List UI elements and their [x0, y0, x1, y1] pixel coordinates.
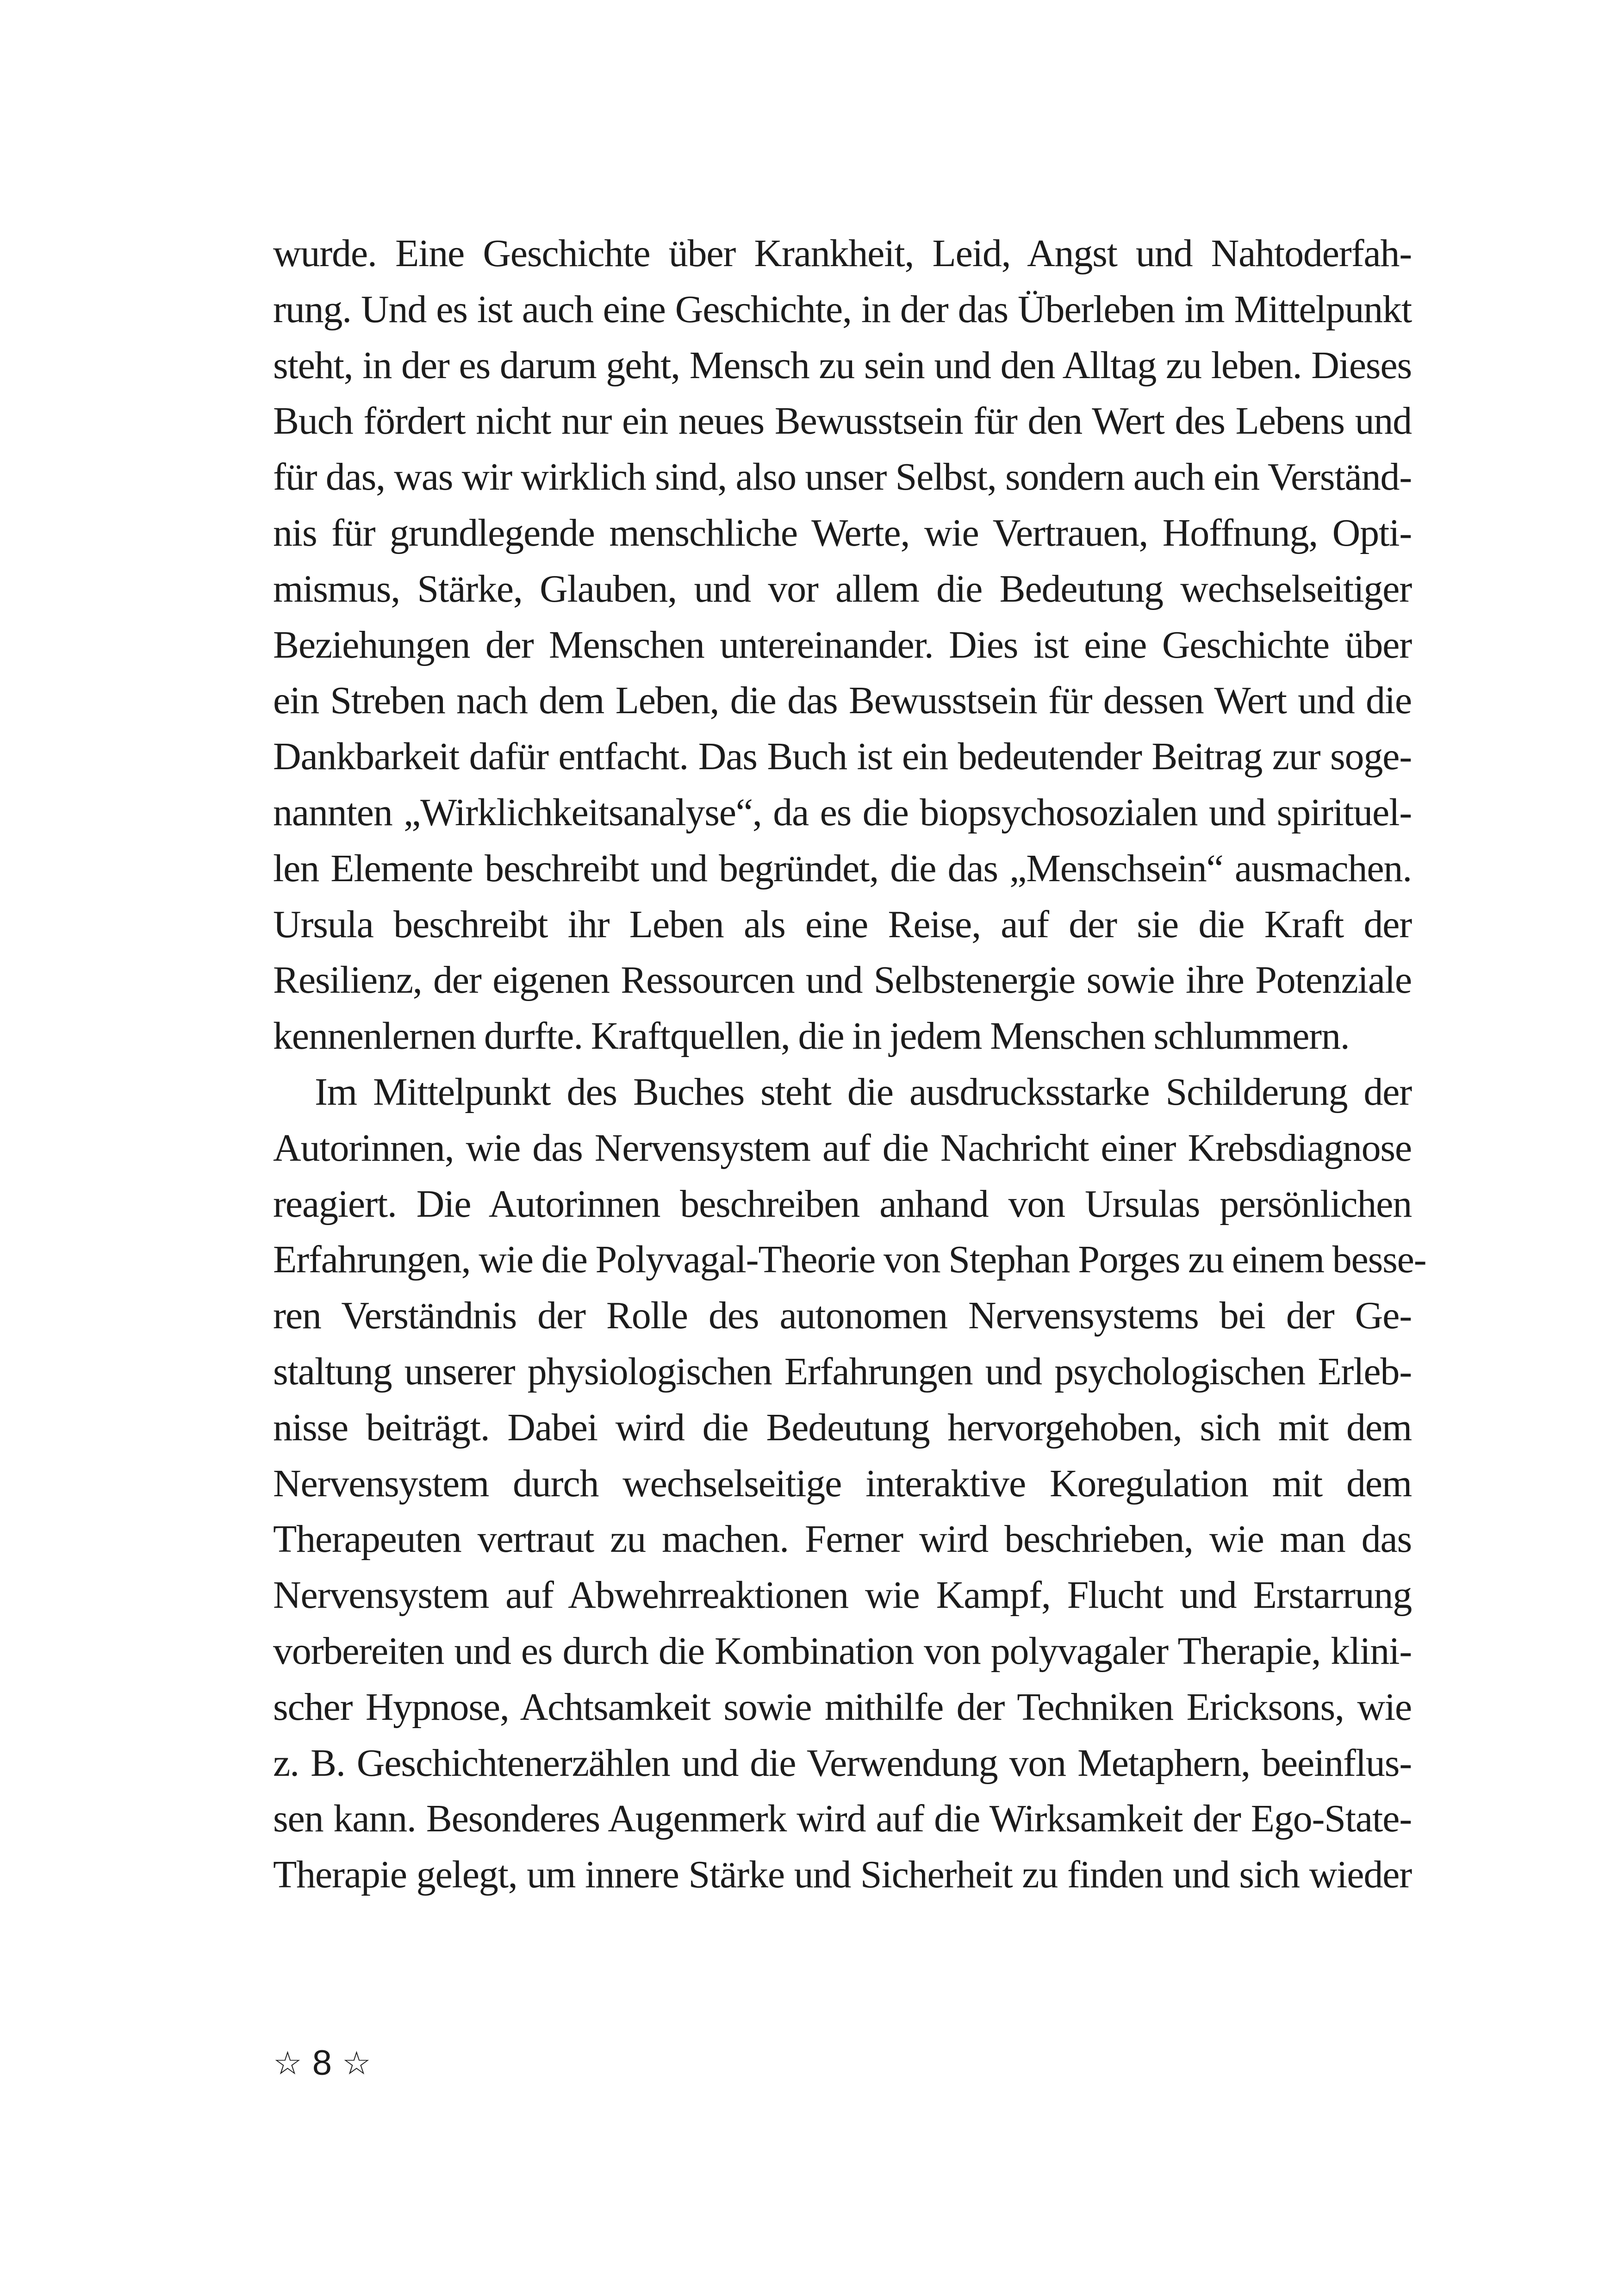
- text-line: Beziehungen der Menschen untereinander. Dies ist eine Geschichte über: [273, 623, 1412, 666]
- text-line: steht, in der es darum geht, Mensch zu sein und den Alltag zu leben. Dieses: [273, 343, 1412, 387]
- text-line: Buch fördert nicht nur ein neues Bewusstsein für den Wert des Lebens und: [273, 399, 1412, 443]
- text-line: Nervensystem auf Abwehrreaktionen wie Kampf, Flucht und Erstarrung: [273, 1574, 1412, 1617]
- text-line: nannten „Wirklichkeitsanalyse“, da es die biopsychosozialen und spirituel-: [273, 790, 1412, 834]
- text-line: vorbereiten und es durch die Kombination von polyvagaler Therapie, klini-: [273, 1629, 1412, 1673]
- text-line: Dankbarkeit dafür entfacht. Das Buch ist ein bedeutender Beitrag zur soge-: [273, 735, 1412, 778]
- text-line: scher Hypnose, Achtsamkeit sowie mithilfe der Techniken Ericksons, wie: [273, 1685, 1412, 1729]
- text-line: für das, was wir wirklich sind, also unser Selbst, sondern auch ein Verständ-: [273, 455, 1412, 499]
- text-line: len Elemente beschreibt und begründet, die das „Menschsein“ ausmachen.: [273, 846, 1412, 890]
- text-line: rung. Und es ist auch eine Geschichte, in der das Überleben im Mittelpunkt: [273, 287, 1412, 331]
- text-line: Erfahrungen, wie die Polyvagal-Theorie von Stephan Porges zu einem besse-: [273, 1238, 1426, 1282]
- star-outline-icon: ☆: [342, 2044, 371, 2082]
- text-line: kennenlernen durfte. Kraftquellen, die in jedem Menschen schlummern.: [273, 1014, 1350, 1058]
- star-outline-icon: ☆: [273, 2044, 302, 2082]
- text-line: wurde. Eine Geschichte über Krankheit, Leid, Angst und Nahtoderfah-: [273, 232, 1412, 275]
- text-line: nisse beiträgt. Dabei wird die Bedeutung hervorgehoben, sich mit dem: [273, 1406, 1412, 1449]
- paragraph-2: [273, 1064, 1426, 1903]
- text-line: sen kann. Besonderes Augenmerk wird auf die Wirksamkeit der Ego-State-: [273, 1797, 1412, 1841]
- text-line: Im Mittelpunkt des Buches steht die ausdrucksstarke Schilderung der: [315, 1070, 1412, 1114]
- paragraph-1: [273, 226, 1412, 1064]
- text-line: reagiert. Die Autorinnen beschreiben anhand von Ursulas persönlichen: [273, 1182, 1412, 1226]
- text-line: z. B. Geschichtenerzählen und die Verwendung von Metaphern, beeinflus-: [273, 1741, 1412, 1785]
- text-line: Therapeuten vertraut zu machen. Ferner wird beschrieben, wie man das: [273, 1518, 1412, 1561]
- text-line: Ursula beschreibt ihr Leben als eine Reise, auf der sie die Kraft der: [273, 902, 1412, 946]
- text-line: staltung unserer physiologischen Erfahrungen und psychologischen Erleb-: [273, 1350, 1412, 1393]
- body-text: [273, 226, 1426, 1903]
- text-line: nis für grundlegende menschliche Werte, wie Vertrauen, Hoffnung, Opti-: [273, 511, 1412, 554]
- text-line: Autorinnen, wie das Nervensystem auf die Nachricht einer Krebsdiagnose: [273, 1126, 1412, 1170]
- text-line: ren Verständnis der Rolle des autonomen Nervensystems bei der Ge-: [273, 1294, 1412, 1338]
- page-number: 8: [312, 2043, 332, 2083]
- text-line: mismus, Stärke, Glauben, und vor allem die Bedeutung wechselseitiger: [273, 567, 1412, 610]
- text-line: Resilienz, der eigenen Ressourcen und Selbstenergie sowie ihre Potenziale: [273, 958, 1412, 1002]
- text-line: ein Streben nach dem Leben, die das Bewusstsein für dessen Wert und die: [273, 679, 1412, 722]
- text-line: Therapie gelegt, um innere Stärke und Sicherheit zu finden und sich wieder: [273, 1853, 1412, 1897]
- page-footer: [273, 2045, 371, 2082]
- text-line: Nervensystem durch wechselseitige interaktive Koregulation mit dem: [273, 1462, 1412, 1505]
